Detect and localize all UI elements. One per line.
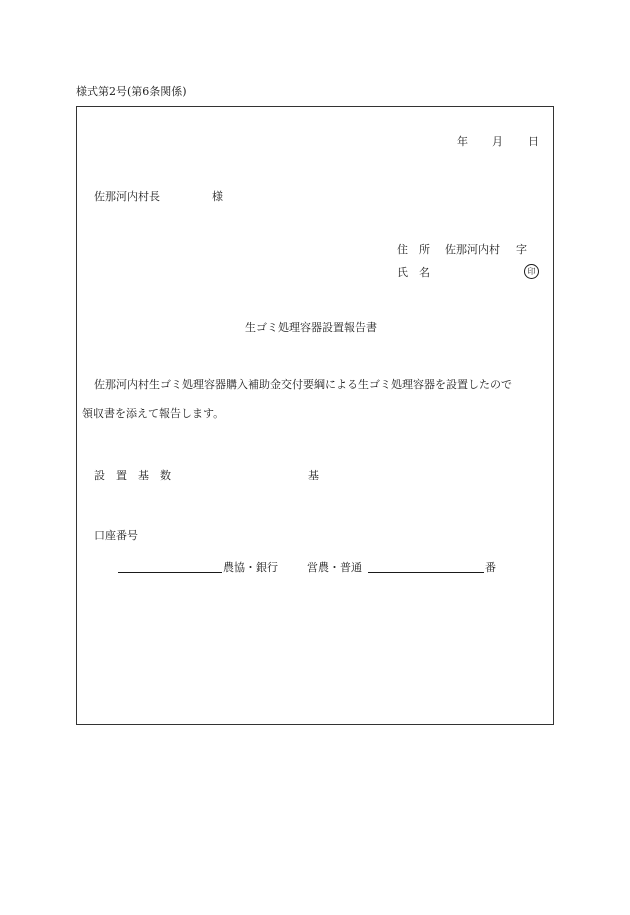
document-title: 生ゴミ処理容器設置報告書 <box>245 321 377 334</box>
installation-count-label: 設 置 基 数 <box>94 469 171 482</box>
bank-type-label: 農協・銀行 <box>223 561 278 574</box>
address-value: 佐那河内村 <box>445 243 500 256</box>
account-number-label: 口座番号 <box>94 529 138 542</box>
form-number-header: 様式第2号(第6条関係) <box>76 85 187 98</box>
name-label: 氏 名 <box>397 266 430 279</box>
installation-count-unit: 基 <box>308 469 319 482</box>
address-label: 住 所 <box>397 243 430 256</box>
date-day-label: 日 <box>528 135 539 148</box>
aza-label: 字 <box>516 243 527 256</box>
date-month-label: 月 <box>492 135 503 148</box>
body-text-line-1: 佐那河内村生ゴミ処理容器購入補助金交付要綱による生ゴミ処理容器を設置したので <box>94 378 512 391</box>
bank-name-blank <box>118 572 222 573</box>
seal-mark: 印 <box>524 264 539 279</box>
branch-type-label: 営農・普通 <box>307 561 362 574</box>
account-number-blank <box>368 572 484 573</box>
addressee-honorific: 様 <box>212 190 223 203</box>
addressee-name: 佐那河内村長 <box>94 190 160 203</box>
body-text-line-2: 領収書を添えて報告します。 <box>82 407 225 420</box>
date-year-label: 年 <box>457 135 468 148</box>
account-number-suffix: 番 <box>485 561 496 574</box>
